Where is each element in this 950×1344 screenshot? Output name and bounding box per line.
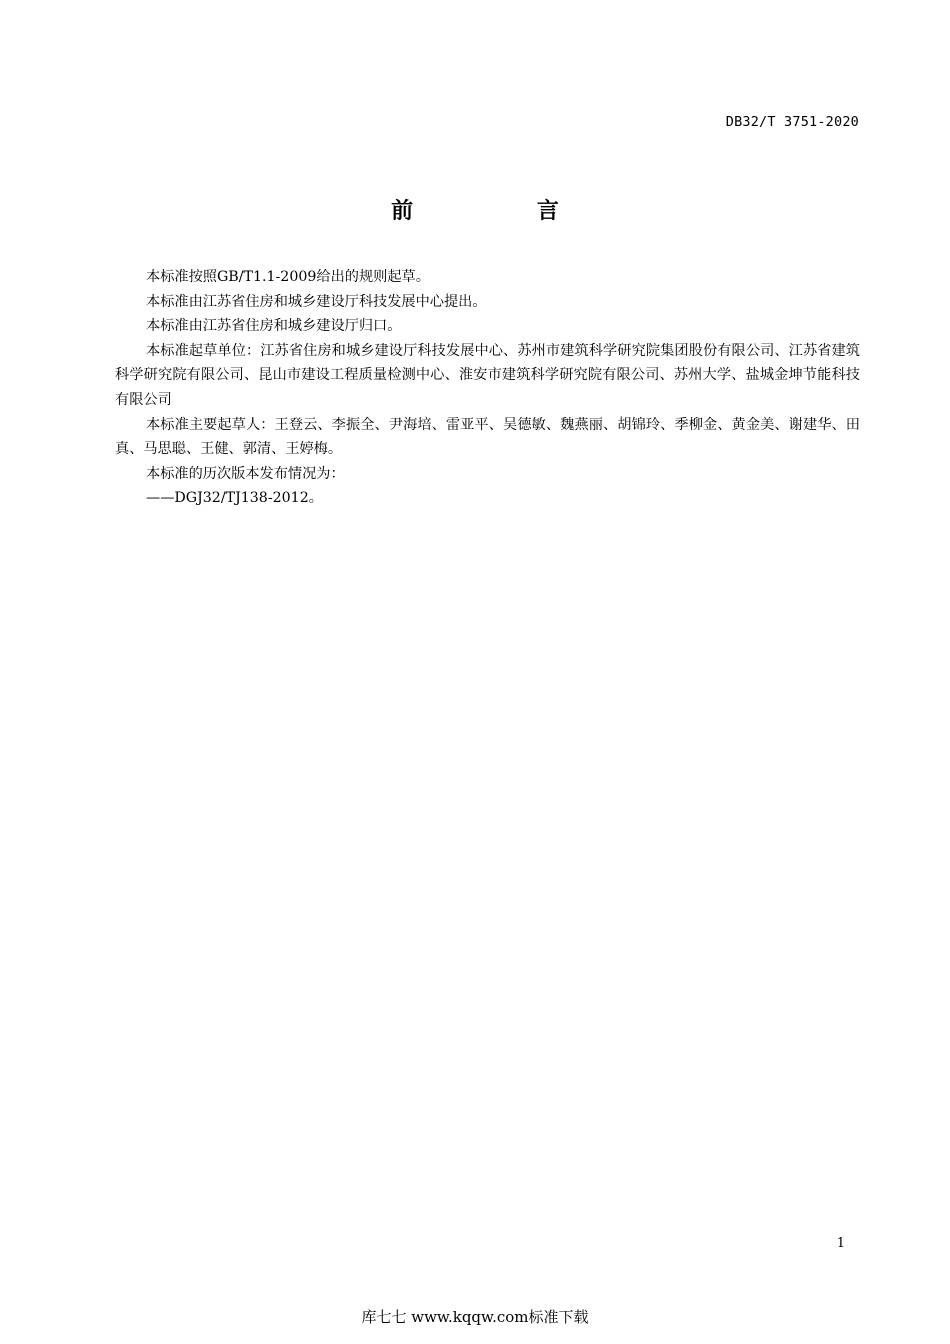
paragraph-drafting-units: 本标准起草单位：江苏省住房和城乡建设厅科技发展中心、苏州市建筑科学研究院集团股份有限公司、江苏省建筑科学研究院有限公司、昆山市建设工程质量检测中心、淮安市建筑科学研究院有限公司、苏州大学、盐城金坤节能科技有限公司 bbox=[115, 342, 860, 408]
paragraph-drafting-rules: 本标准按照GB/T1.1-2009给出的规则起草。 bbox=[146, 269, 430, 285]
paragraph-version-history: 本标准的历次版本发布情况为： bbox=[146, 465, 345, 482]
paragraph-administered-by: 本标准由江苏省住房和城乡建设厅归口。 bbox=[146, 318, 402, 335]
page-title: 前 言 bbox=[391, 199, 617, 224]
preface-content bbox=[115, 265, 860, 511]
footer-watermark: 库七七 www.kqqw.com标准下载 bbox=[361, 1308, 589, 1326]
paragraph-previous-version: ——DGJ32/TJ138-2012。 bbox=[146, 490, 323, 507]
document-code: DB32/T 3751-2020 bbox=[725, 114, 859, 130]
page-number: 1 bbox=[836, 1236, 845, 1251]
paragraph-proposed-by: 本标准由江苏省住房和城乡建设厅科技发展中心提出。 bbox=[146, 293, 487, 310]
paragraph-main-drafters: 本标准主要起草人：王登云、李振全、尹海培、雷亚平、吴德敏、魏燕丽、胡锦玲、季柳金、黄金美、谢建华、田真、马思聪、王健、郭清、王婷梅。 bbox=[115, 416, 860, 458]
